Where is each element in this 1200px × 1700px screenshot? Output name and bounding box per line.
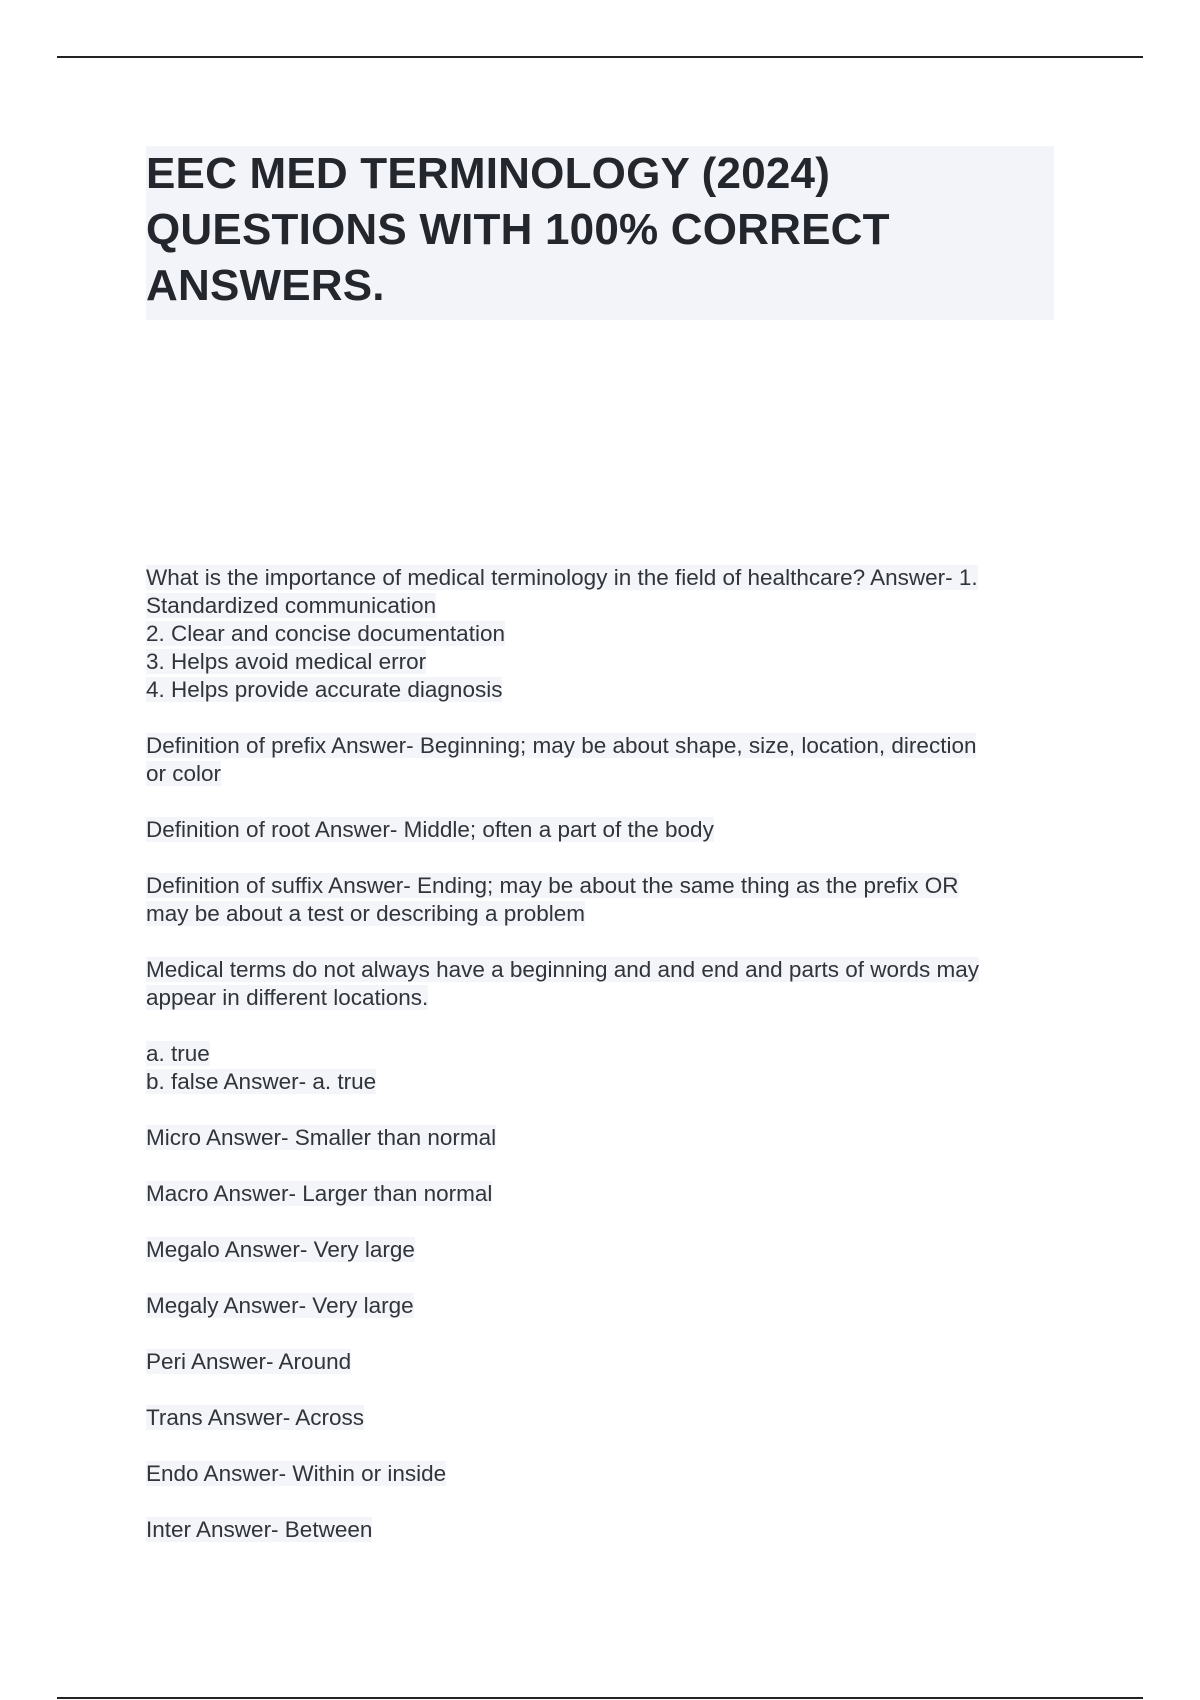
qa-line: or color (146, 761, 222, 786)
document-title (146, 146, 1054, 320)
qa-line: 2. Clear and concise documentation (146, 621, 505, 646)
title-line-2: QUESTIONS WITH 100% CORRECT (146, 205, 890, 254)
qa-entry-macro (146, 1180, 1066, 1208)
qa-entry-micro (146, 1124, 1066, 1152)
qa-entry-peri (146, 1348, 1066, 1376)
qa-line: Definition of root Answer- Middle; often a part of the body (146, 817, 714, 842)
qa-entry-endo (146, 1460, 1066, 1488)
qa-line: may be about a test or describing a problem (146, 901, 585, 926)
qa-entry-inter (146, 1516, 1066, 1544)
qa-line: Megalo Answer- Very large (146, 1237, 415, 1262)
qa-line: What is the importance of medical terminology in the field of healthcare? Answer- 1. (146, 565, 978, 590)
qa-list (146, 564, 1066, 1572)
qa-line: Definition of suffix Answer- Ending; may be about the same thing as the prefix OR (146, 873, 959, 898)
bottom-rule (57, 1697, 1143, 1699)
top-rule (57, 56, 1143, 58)
qa-entry-prefix (146, 732, 1066, 788)
qa-line: Megaly Answer- Very large (146, 1293, 414, 1318)
title-line-1: EEC MED TERMINOLOGY (2024) (146, 149, 831, 198)
qa-entry-suffix (146, 872, 1066, 928)
qa-entry-word-parts (146, 956, 1066, 1012)
title-line-3: ANSWERS. (146, 261, 385, 310)
qa-entry-megalo (146, 1236, 1066, 1264)
qa-line: Definition of prefix Answer- Beginning; may be about shape, size, location, direction (146, 733, 977, 758)
qa-line: Inter Answer- Between (146, 1517, 373, 1542)
qa-line: Micro Answer- Smaller than normal (146, 1125, 497, 1150)
qa-line: Endo Answer- Within or inside (146, 1461, 447, 1486)
qa-entry-root (146, 816, 1066, 844)
qa-line: Peri Answer- Around (146, 1349, 352, 1374)
qa-line: b. false Answer- a. true (146, 1069, 377, 1094)
qa-line: 3. Helps avoid medical error (146, 649, 427, 674)
qa-entry-megaly (146, 1292, 1066, 1320)
qa-line: Macro Answer- Larger than normal (146, 1181, 493, 1206)
qa-entry-true-false (146, 1040, 1066, 1096)
qa-line: 4. Helps provide accurate diagnosis (146, 677, 503, 702)
qa-line: Trans Answer- Across (146, 1405, 364, 1430)
qa-entry-trans (146, 1404, 1066, 1432)
qa-line: Medical terms do not always have a beginning and and end and parts of words may (146, 957, 979, 982)
qa-line: appear in different locations. (146, 985, 429, 1010)
qa-line: a. true (146, 1041, 210, 1066)
qa-line: Standardized communication (146, 593, 437, 618)
qa-entry-importance (146, 564, 1066, 704)
